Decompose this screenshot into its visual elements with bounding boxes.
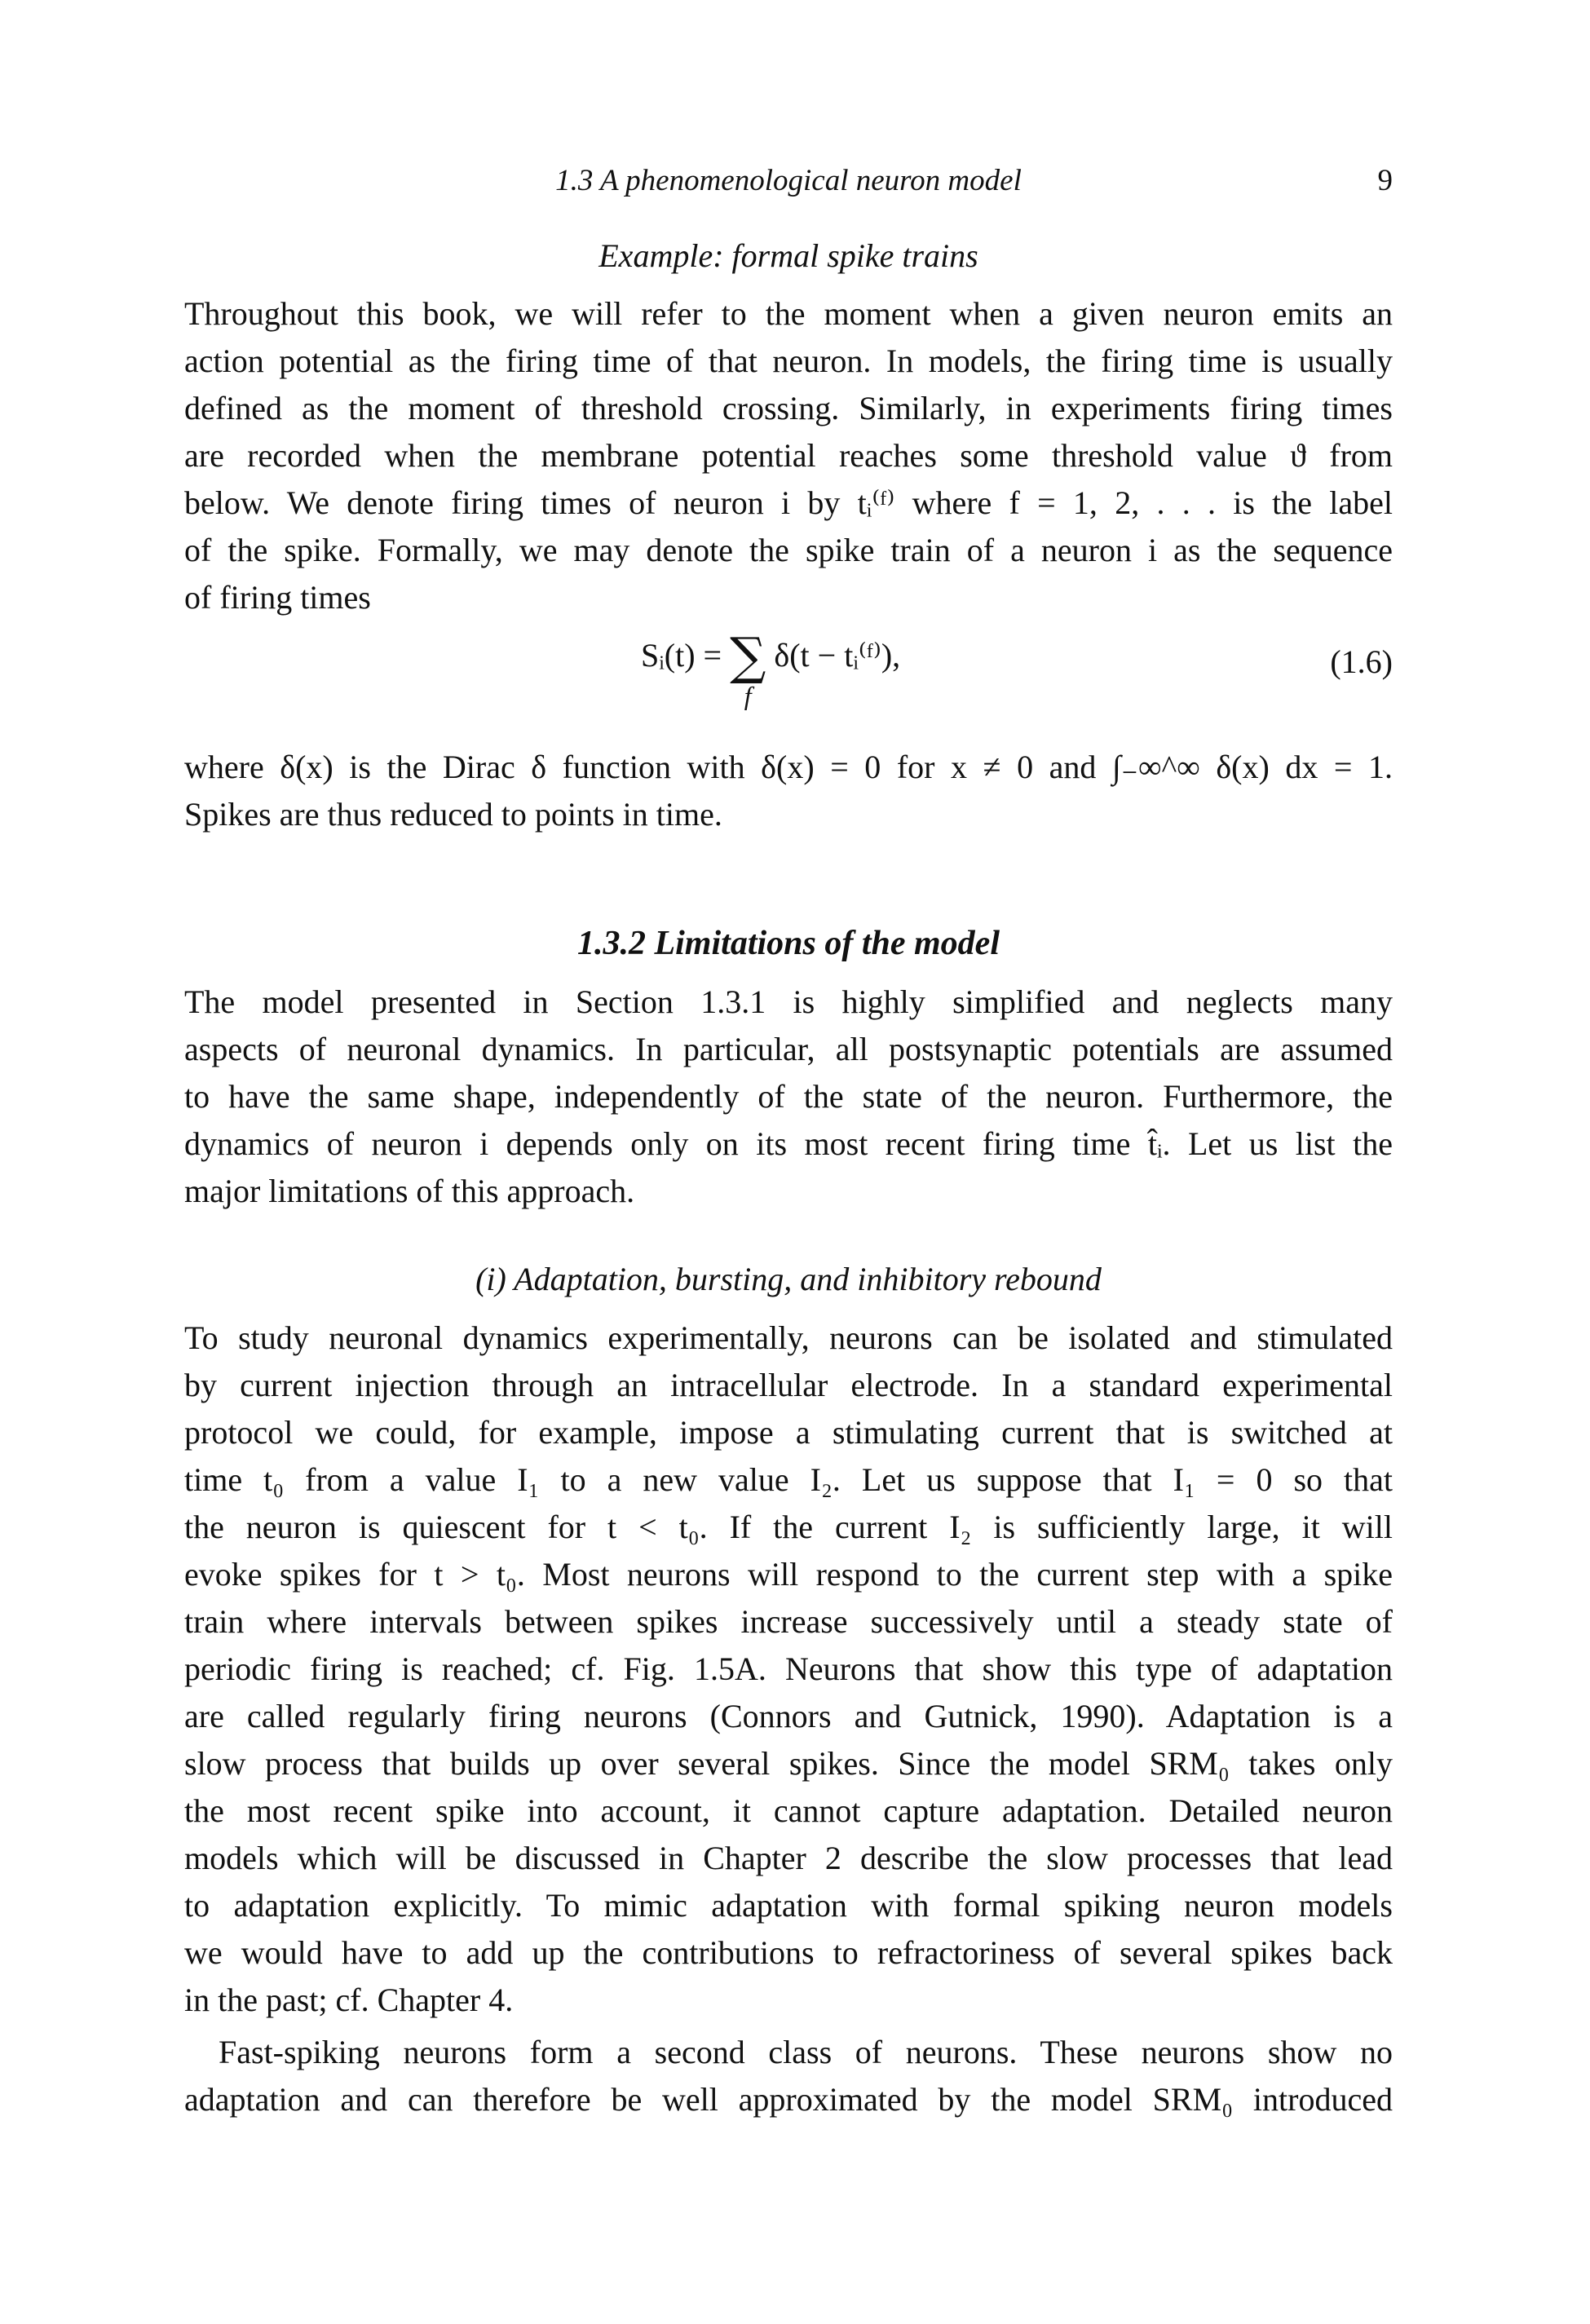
text-line: To study neuronal dynamics experimentally, neurons can be isolated and stimulated [184,1319,1393,1356]
text-line: evoke spikes for t > t₀. Most neurons will respond to the current step with a spike [184,1556,1393,1593]
text-line: defined as the moment of threshold crossing. Similarly, in experiments firing times [184,390,1393,426]
equation-1-6 [184,626,1393,734]
text-line: to adaptation explicitly. To mimic adaptation with formal spiking neuron models [184,1887,1393,1924]
text-line: protocol we could, for example, impose a stimulating current that is switched at [184,1414,1393,1451]
equation-lhs: Sᵢ(t) = [641,637,722,674]
text-line: we would have to add up the contributions to refractoriness of several spikes back [184,1934,1393,1971]
text-line: are recorded when the membrane potential reaches some threshold value ϑ from [184,437,1393,474]
text-line: dynamics of neuron i depends only on its most recent firing time t̂ᵢ. Let us list the [184,1125,1393,1162]
running-title: 1.3 A phenomenological neuron model [555,164,1022,197]
text-line: in the past; cf. Chapter 4. [184,1982,514,2018]
text-line: Throughout this book, we will refer to the moment when a given neuron emits an [184,295,1393,332]
text-line: action potential as the firing time of that neuron. In models, the firing time is usually [184,342,1393,379]
text-line: The model presented in Section 1.3.1 is highly simplified and neglects many [184,983,1393,1020]
text-line: the most recent spike into account, it cannot capture adaptation. Detailed neuron [184,1792,1393,1829]
text-line: the neuron is quiescent for t < t₀. If the current I₂ is sufficiently large, it will [184,1509,1393,1545]
running-header [184,163,1393,212]
paragraph-limitations [184,979,1393,1215]
text-line: train where intervals between spikes increase successively until a steady state of [184,1603,1393,1640]
paragraph-dirac [184,744,1393,838]
text-line: models which will be discussed in Chapter 2 describe the slow processes that lead [184,1840,1393,1876]
page-number: 9 [1377,164,1393,197]
equation-formula [641,626,901,714]
example-heading: Example: formal spike trains [598,237,978,274]
summation-symbol: ∑ f [730,626,766,710]
text-line: periodic firing is reached; cf. Fig. 1.5A. Neurons that show this type of adaptation [184,1650,1393,1687]
text-line: by current injection through an intracellular electrode. In a standard experimental [184,1367,1393,1403]
text-line: of firing times [184,579,371,616]
summation-index: f [744,681,752,710]
text-line: aspects of neuronal dynamics. In particular, all postsynaptic potentials are assumed [184,1031,1393,1067]
text-line: are called regularly firing neurons (Connors and Gutnick, 1990). Adaptation is a [184,1698,1393,1734]
text-line: slow process that builds up over several spikes. Since the model SRM₀ takes only [184,1745,1393,1782]
paragraph-firing-times [184,290,1393,621]
text-line: major limitations of this approach. [184,1173,635,1209]
text-line: Spikes are thus reduced to points in time. [184,796,722,833]
section-heading: 1.3.2 Limitations of the model [576,925,1000,962]
text-line: adaptation and can therefore be well approximated by the model SRM₀ introduced [184,2081,1393,2118]
text-line: of the spike. Formally, we may denote the spike train of a neuron i as the sequence [184,532,1393,568]
paragraph-fast-spiking [184,2029,1393,2123]
text-line: Fast-spiking neurons form a second class of neurons. These neurons show no [219,2034,1393,2070]
text-line: where δ(x) is the Dirac δ function with δ(x) = 0 for x ≠ 0 and ∫₋∞^∞ δ(x) dx = 1. [184,749,1393,785]
equation-number: (1.6) [1330,643,1393,680]
equation-rhs: δ(t − tᵢ⁽ᶠ⁾), [774,637,901,674]
subsection-heading: (i) Adaptation, bursting, and inhibitory rebound [475,1261,1102,1297]
text-line: below. We denote firing times of neuron i by tᵢ⁽ᶠ⁾ where f = 1, 2, . . . is the label [184,484,1393,521]
text-line: to have the same shape, independently of the state of the neuron. Furthermore, the [184,1078,1393,1115]
text-line: time t₀ from a value I₁ to a new value I₂. Let us suppose that I₁ = 0 so that [184,1461,1393,1498]
paragraph-adaptation [184,1314,1393,2024]
